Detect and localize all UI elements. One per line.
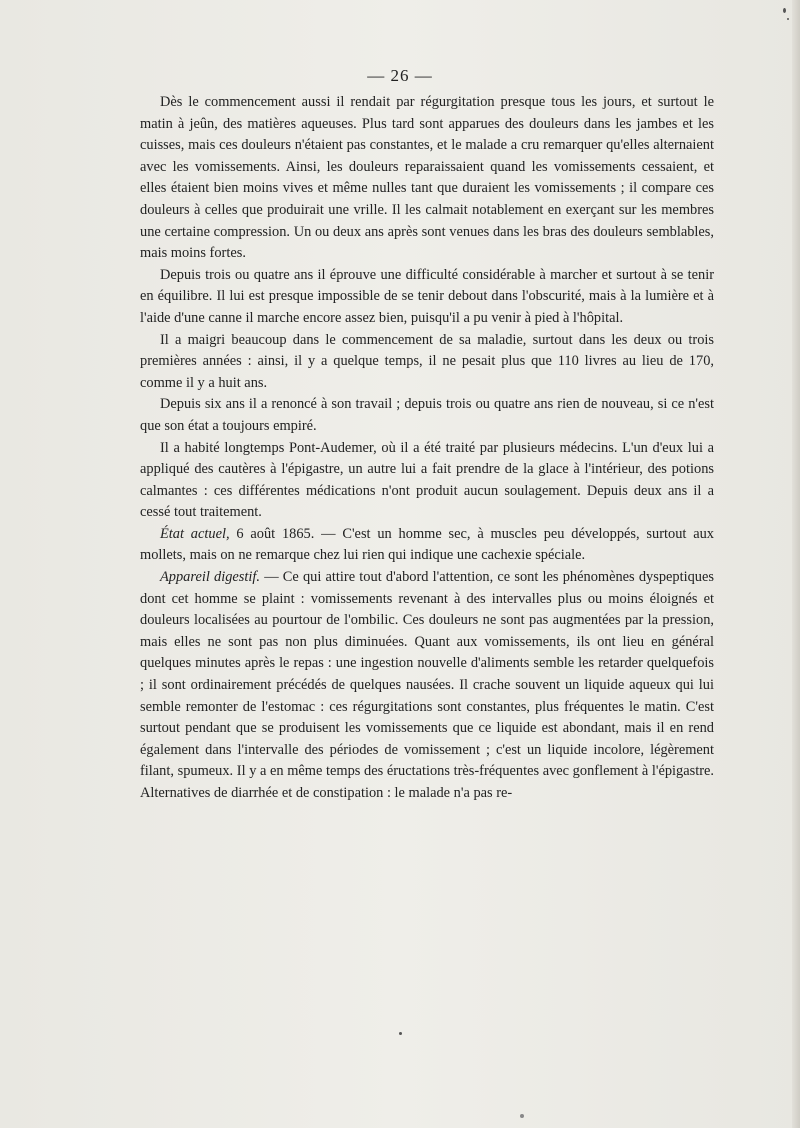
paragraph-text: — Ce qui attire tout d'abord l'attention, ce sont les phénomènes dyspeptiques dont cet homme se plaint : vomissements revenant à des intervalles plus ou moins éloignés et douleurs localisées au pourtour de l'ombilic. Ces douleurs ne sont pas augmentées par la pression, mais elles ne sont pas non plus diminuées. Quant aux vomissements, ils ont lieu en général quelques minutes après le repas : une ingestion nouvelle d'aliments semble les retarder quelquefois ; il sont ordinairement précédés de quelques nausées. Il crache souvent un liquide aqueux qui lui semble remonter de l'estomac : ces régurgitations sont constantes, plus fréquentes le matin. C'est surtout pendant que se produisent les vomissements que ce liquide est abondant, mais il en rend également dans l'intervalle des périodes de vomissement ; c'est un liquide incolore, légèrement filant, spumeux. Il y a en même temps des éructations très-fréquentes avec gonflement à l'épigastre. Alternatives de diarrhée et de constipation : le malade n'a pas re- — [140, 569, 714, 801]
paragraph — [140, 567, 714, 805]
paragraph — [140, 524, 714, 567]
paragraph — [140, 438, 714, 524]
page-number: — 26 — — [367, 66, 433, 85]
paragraph-text: 6 août 1865. — C'est un homme sec, à muscles peu développés, surtout aux mollets, mais on ne remarque chez lui rien qui indique une cachexie spéciale. — [140, 525, 714, 564]
speck — [783, 8, 786, 13]
paragraph-text: Il a habité longtemps Pont-Audemer, où il a été traité par plusieurs médecins. L'un d'eux lui a appliqué des cautères à l'épigastre, un autre lui a fait prendre de la glace à l'intérieur, des potions calmantes : ces différentes médications n'ont produit aucun soulagement. Depuis deux ans il a cessé tout traitement. — [140, 439, 714, 521]
section-heading: Appareil digestif. — [160, 569, 260, 586]
section-heading: État actuel, — [160, 525, 230, 542]
paragraph — [140, 330, 714, 395]
paragraph-text: Il a maigri beaucoup dans le commencement de sa maladie, surtout dans les deux ou trois premières années : ainsi, il y a quelque temps, il ne pesait plus que 110 livres au lieu de 170, comme il y a huit ans. — [140, 331, 714, 391]
paragraph — [140, 92, 714, 265]
paragraph-text: Depuis trois ou quatre ans il éprouve une difficulté considérable à marcher et surtout à se tenir en équilibre. Il lui est presque impossible de se tenir debout dans l'obscurité, mais à la lumière et à l'aide d'une canne il marche encore assez bien, puisqu'il a pu venir à pied à l'hôpital. — [140, 266, 714, 326]
speck — [520, 1114, 524, 1118]
speck — [787, 18, 789, 20]
page-edge-shadow — [792, 0, 800, 1128]
paragraph — [140, 265, 714, 330]
paragraph-text: Depuis six ans il a renoncé à son travail ; depuis trois ou quatre ans rien de nouveau, si ce n'est que son état a toujours empiré. — [140, 396, 714, 434]
paragraph-text: Dès le commencement aussi il rendait par régurgitation presque tous les jours, et surtout le matin à jeûn, des matières aqueuses. Plus tard sont apparues des douleurs dans les jambes et les cuisses, mais ces douleurs n'étaient pas constantes, et le malade a cru remarquer qu'elles alternaient avec les vomissements. Ainsi, les douleurs reparaissaient quand les vomissements cessaient, et elles étaient bien moins vives et même nulles tant que duraient les vomissements ; il compare ces douleurs à celles que produirait une vrille. Il les calmait notablement en exerçant sur les membres une certaine compression. Un ou deux ans après sont venues dans les bras des douleurs semblables, mais moins fortes. — [140, 94, 714, 262]
body-text — [140, 92, 714, 805]
speck — [399, 1032, 402, 1035]
paragraph — [140, 394, 714, 437]
